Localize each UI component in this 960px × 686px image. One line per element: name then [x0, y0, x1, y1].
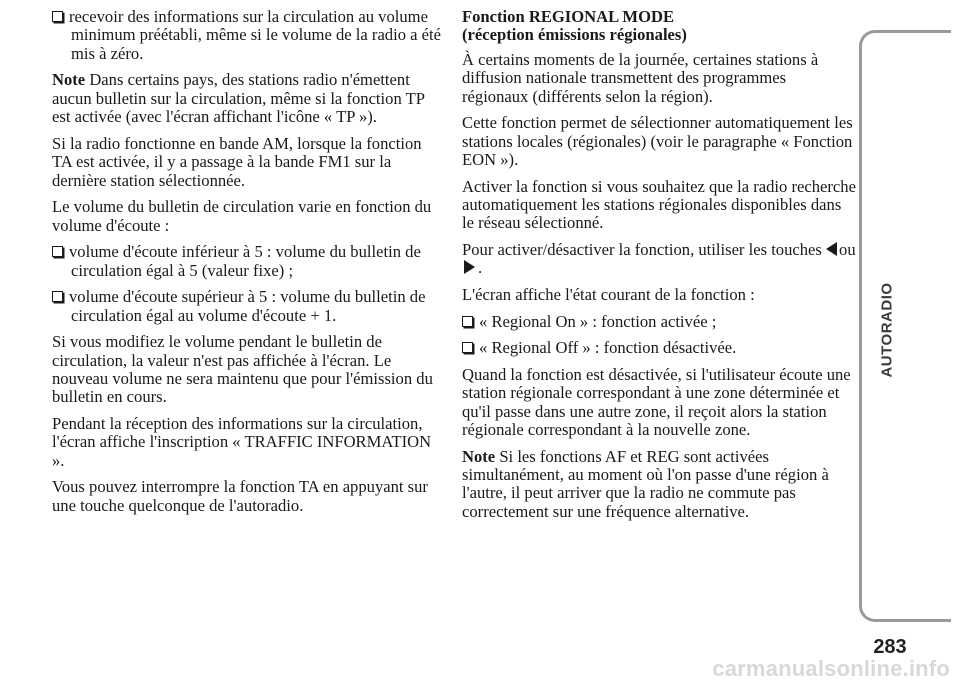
note-label: Note [462, 446, 496, 466]
paragraph: Le volume du bulletin de circulation varie en fonction du volume d'écoute : [52, 197, 432, 235]
bullet-text: « Regional On » : fonction activée ; [479, 311, 717, 331]
note-paragraph [462, 448, 856, 522]
paragraph: Si la radio fonctionne en bande AM, lorsque la fonction TA est activée, il y a passage à la bande FM1 sur la dernière station sélectionnée. [52, 133, 422, 190]
heading-line-1: Fonction REGIONAL MODE [462, 7, 675, 26]
bullet-item [52, 243, 444, 280]
paragraph: L'écran affiche l'état courant de la fonction : [462, 285, 755, 305]
side-tab [859, 30, 951, 622]
checkbox-bullet-icon [52, 11, 63, 22]
paragraph: Si vous modifiez le volume pendant le bulletin de circulation, la valeur n'est pas affichée à l'écran. Le nouveau volume ne sera maintenu que pour l'émission du bulletin en cours. [52, 332, 433, 407]
note-label: Note [52, 70, 86, 90]
bullet-item [52, 288, 444, 325]
right-arrow-icon [464, 260, 475, 274]
side-tab-label: AUTORADIO [878, 282, 896, 378]
paragraph: Vous pouvez interrompre la fonction TA en appuyant sur une touche quelconque de l'autoradio. [52, 477, 428, 515]
note-text: Dans certains pays, des stations radio n'émettent aucun bulletin sur la circulation, même si la fonction TP est activée (avec l'écran affichant l'icône « TP »). [52, 70, 425, 127]
watermark: carmanualsonline.info [712, 656, 950, 681]
bullet-text: volume d'écoute inférieur à 5 : volume du bulletin de circulation égal à 5 (valeur fixe) ; [69, 242, 421, 280]
left-arrow-icon [826, 242, 837, 256]
paragraph: Activer la fonction si vous souhaitez que la radio recherche automatiquement les stations régionales disponibles dans le réseau sélectionné. [462, 176, 856, 233]
period-text: . [478, 258, 483, 278]
page-number: 283 [873, 636, 907, 658]
paragraph: Quand la fonction est désactivée, si l'utilisateur écoute une station régionale correspondant à une zone déterminée et qu'il passe dans une autre zone, il reçoit alors la station régionale correspondant à la nouvelle zone. [462, 364, 851, 440]
checkbox-bullet-icon [462, 342, 473, 353]
bullet-item [52, 8, 444, 63]
checkbox-bullet-icon [52, 246, 63, 257]
paragraph: Pendant la réception des informations sur la circulation, l'écran affiche l'inscription « TRAFFIC INFORMATION ». [52, 414, 432, 470]
right-column [462, 8, 856, 529]
ou-text: ou [839, 240, 856, 260]
section-heading [462, 8, 856, 45]
touches-text: Pour activer/désactiver la fonction, utiliser les touches [462, 240, 822, 260]
note-text: Si les fonctions AF et REG sont activées simultanément, au moment où l'on passe d'une région à l'autre, il peut arriver que la radio ne commute pas correctement sur une fréquence alternative. [462, 446, 829, 521]
checkbox-bullet-icon [462, 316, 473, 327]
bullet-item [462, 313, 856, 331]
bullet-item [462, 339, 856, 357]
paragraph: Cette fonction permet de sélectionner automatiquement les stations locales (régionales) (voir le paragraphe « Fonction EON »). [462, 113, 853, 170]
left-column [52, 8, 444, 523]
heading-line-2: (réception émissions régionales) [462, 25, 687, 45]
bullet-text: volume d'écoute supérieur à 5 : volume du bulletin de circulation égal au volume d'écoute + 1. [69, 287, 426, 325]
bullet-text: « Regional Off » : fonction désactivée. [479, 338, 737, 358]
bullet-text: recevoir des informations sur la circulation au volume minimum préétabli, même si le volume de la radio a été mis à zéro. [69, 7, 442, 63]
touches-paragraph [462, 241, 856, 278]
checkbox-bullet-icon [52, 291, 63, 302]
note-paragraph [52, 71, 444, 126]
paragraph: À certains moments de la journée, certaines stations à diffusion nationale transmettent des programmes régionaux (différents selon la région). [462, 49, 819, 106]
